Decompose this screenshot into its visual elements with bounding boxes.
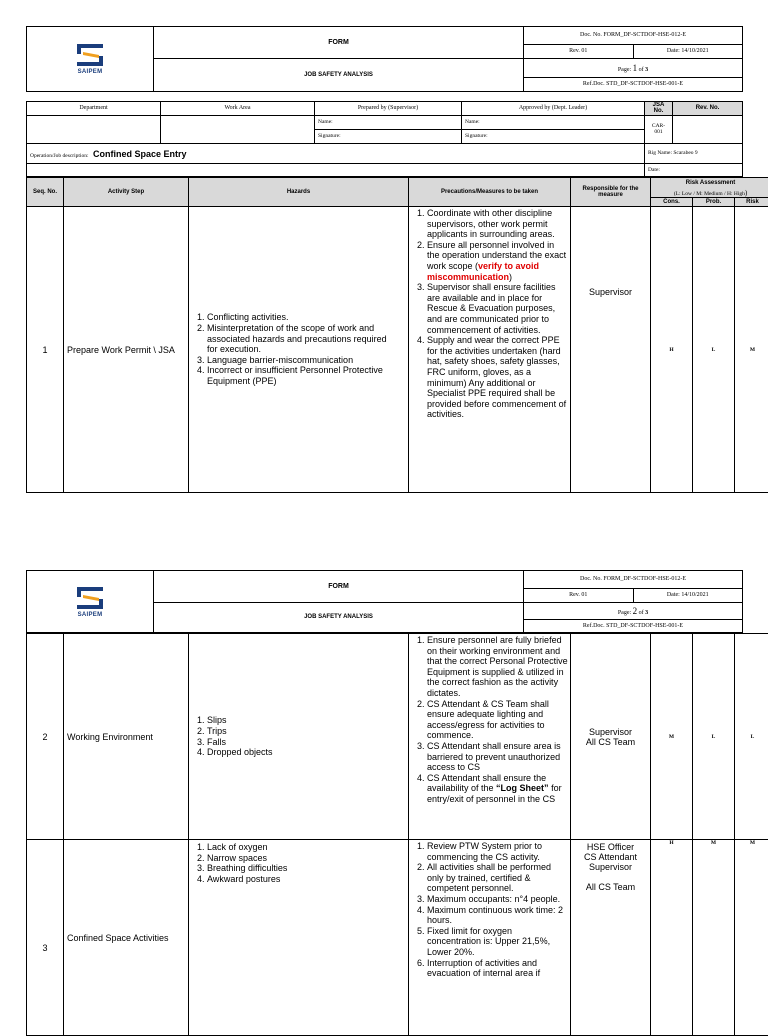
company-name: SAIPEM bbox=[78, 69, 103, 75]
reference-doc: Ref.Doc. STD_DF-SCTDOF-HSE-001-E bbox=[524, 620, 743, 633]
department-value bbox=[27, 115, 161, 143]
row3-precautions: 1. Review PTW System prior to commencing the CS activity. 2. All activities shall be performed only by trained, certified & competent personnel. 3. Maximum occupants: n°4 people. 4. Maximum continuous work time: 2 hours. 5. Fixed limit for oxygen concentration is: Upper 21,5%, Lower 20%. 6. Interruption of activities and evacuation of internal area if bbox=[409, 840, 571, 1036]
page1-header bbox=[26, 26, 743, 92]
company-name: SAIPEM bbox=[78, 612, 103, 618]
row2-risk: L bbox=[735, 634, 768, 840]
row2-precautions: 1. Ensure personnel are fully briefed on their working environment and that the correct Personal Protective Equipment is supplied & utilized in the correct fashion as the activity dictates. 2. CS Attendant & CS Team shall ensure adequate lighting and access/egress for activities to commence. 3. CS Attendant shall ensure area is barriered to prevent unauthorized access to CS 4. CS Attendant shall ensure the availability of the “Log Sheet” for entry/exit of personnel in the CS bbox=[409, 634, 571, 840]
row3-responsible: HSE Officer CS Attendant Supervisor All CS Team bbox=[571, 840, 651, 1036]
form-label: FORM bbox=[154, 571, 524, 603]
rev-no-label: Rev. No. bbox=[673, 102, 743, 116]
col-cons: Cons. bbox=[651, 198, 693, 207]
saipem-logo-icon bbox=[75, 586, 105, 610]
prepared-by-label: Prepared by (Supervisor) bbox=[315, 102, 462, 116]
row3-cons: H bbox=[651, 840, 693, 1036]
page-number: Page: 1 of 3 bbox=[524, 58, 743, 77]
doc-number: Doc. No. FORM_DF-SCTDOF-HSE-012-E bbox=[524, 571, 743, 589]
table-row bbox=[27, 840, 768, 1036]
col-precautions: Precautions/Measures to be taken bbox=[409, 178, 571, 207]
company-logo-cell bbox=[27, 27, 154, 92]
info-date: Date: bbox=[645, 164, 743, 177]
row2-cons: M bbox=[651, 634, 693, 840]
operation-description: Operation/Job description: Confined Space Entry bbox=[27, 143, 645, 163]
col-seq: Seq. No. bbox=[27, 178, 64, 207]
rig-name: Rig Name: Scarabeo 9 bbox=[645, 143, 743, 163]
jsa-table-page2 bbox=[26, 633, 768, 1036]
table-row bbox=[27, 207, 768, 493]
row2-seq: 2 bbox=[27, 634, 64, 840]
jsa-table-page1 bbox=[26, 177, 768, 493]
col-responsible: Responsible for the measure bbox=[571, 178, 651, 207]
saipem-logo-icon bbox=[75, 43, 105, 67]
table-row bbox=[27, 634, 768, 840]
work-area-label: Work Area bbox=[161, 102, 315, 116]
col-risk: Risk bbox=[735, 198, 768, 207]
row3-seq: 3 bbox=[27, 840, 64, 1036]
col-prob: Prob. bbox=[693, 198, 735, 207]
rev-no-value bbox=[673, 115, 743, 143]
row1-responsible: Supervisor bbox=[571, 207, 651, 493]
row1-risk: M bbox=[735, 207, 768, 493]
row1-cons: H bbox=[651, 207, 693, 493]
row3-activity: Confined Space Activities bbox=[64, 840, 189, 1036]
approved-by-label: Approved by (Dept. Leader) bbox=[462, 102, 645, 116]
department-label: Department bbox=[27, 102, 161, 116]
col-hazards: Hazards bbox=[189, 178, 409, 207]
row3-hazards: 1. Lack of oxygen 2. Narrow spaces 3. Breathing difficulties 4. Awkward postures bbox=[189, 840, 409, 1036]
row1-precautions: 1. Coordinate with other discipline supervisors, other work permit applicants in surrounding areas. 2. Ensure all personnel involved in the operation understand the exact work scope (verify to avoid miscommunication) 3. Supervisor shall ensure facilities are available and in place for Rescue & Evacuation purposes, and are communicated prior to commencement of activities. 4. Supply and wear the correct PPE for the activities undertaken (hard hat, safety shoes, safety glasses, FRC uniform, gloves, as a minimum) Any additional or Specialist PPE required shall be provided before commencement of activities. bbox=[409, 207, 571, 493]
company-logo-cell-2 bbox=[27, 571, 154, 633]
operation-blank bbox=[27, 164, 645, 177]
row1-prob: L bbox=[693, 207, 735, 493]
form-label: FORM bbox=[154, 27, 524, 59]
doc-date: Date: 14/10/2021 bbox=[634, 589, 743, 602]
prepared-name-field: Name: bbox=[315, 115, 462, 129]
approved-signature-field: Signature: bbox=[462, 129, 645, 143]
col-activity: Activity Step bbox=[64, 178, 189, 207]
doc-date: Date: 14/10/2021 bbox=[634, 45, 743, 58]
approved-name-field: Name: bbox=[462, 115, 645, 129]
doc-number: Doc. No. FORM_DF-SCTDOF-HSE-012-E bbox=[524, 27, 743, 45]
revision: Rev. 01 bbox=[524, 589, 634, 602]
page-number: Page: 2 of 3 bbox=[524, 602, 743, 620]
row2-prob: L bbox=[693, 634, 735, 840]
jsa-no-value: CAR-001 bbox=[645, 115, 673, 143]
job-info-table bbox=[26, 101, 743, 177]
row2-responsible: Supervisor All CS Team bbox=[571, 634, 651, 840]
risk-legend: (L: Low / M: Medium / H: High) bbox=[651, 189, 768, 198]
reference-doc: Ref.Doc. STD_DF-SCTDOF-HSE-001-E bbox=[524, 77, 743, 91]
row1-hazards: 1. Conflicting activities. 2. Misinterpretation of the scope of work and associated hazards and precautions required for execution. 3. Language barrier-miscommunication 4. Incorrect or insufficient Personnel Protective Equipment (PPE) bbox=[189, 207, 409, 493]
row3-prob: M bbox=[693, 840, 735, 1036]
page2-header bbox=[26, 570, 743, 633]
work-area-value bbox=[161, 115, 315, 143]
row1-activity: Prepare Work Permit \ JSA bbox=[64, 207, 189, 493]
row2-hazards: 1. Slips 2. Trips 3. Falls 4. Dropped objects bbox=[189, 634, 409, 840]
jsa-no-label: JSA No. bbox=[645, 102, 673, 116]
row2-activity: Working Environment bbox=[64, 634, 189, 840]
form-title: JOB SAFETY ANALYSIS bbox=[154, 58, 524, 91]
prepared-signature-field: Signature: bbox=[315, 129, 462, 143]
row3-risk: M bbox=[735, 840, 768, 1036]
row1-seq: 1 bbox=[27, 207, 64, 493]
form-title: JOB SAFETY ANALYSIS bbox=[154, 602, 524, 632]
col-risk-assessment: Risk Assessment bbox=[651, 178, 768, 189]
revision: Rev. 01 bbox=[524, 45, 634, 58]
